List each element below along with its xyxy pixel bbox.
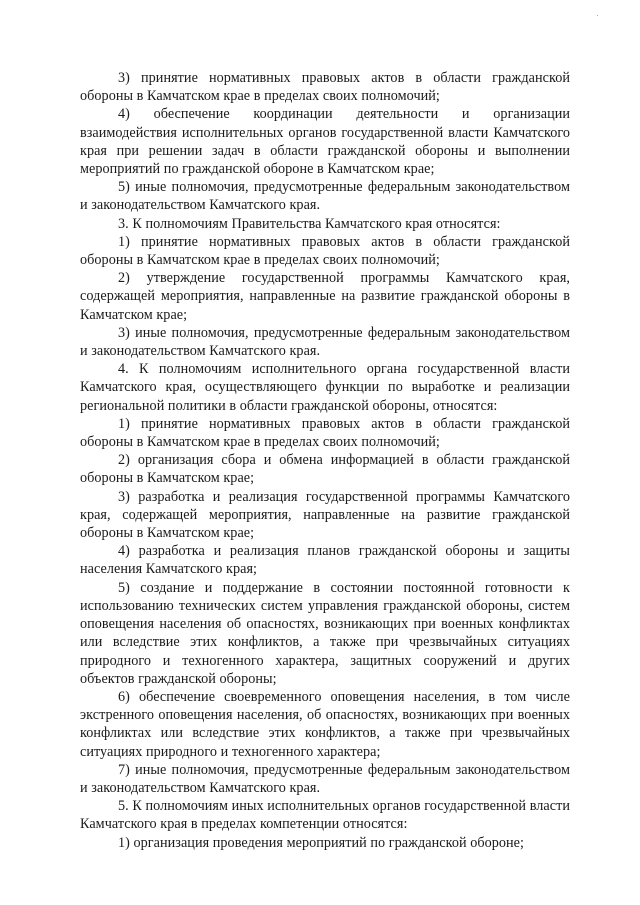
paragraph: 5) создание и поддержание в состоянии постоянной готовности к использованию технических систем управления гражданской обороны, систем оповещения населения об опасностях, возникающих при военных конфликтах или вследствие этих конфликтов, а также при чрезвычайных ситуациях природного и техногенного характера, защитных сооружений и других объектов гражданской обороны;	[80, 579, 570, 687]
paragraph: 5) иные полномочия, предусмотренные федеральным законодательством и законодательством Камчатского края.	[80, 179, 570, 214]
section-heading: 3. К полномочиям Правительства Камчатского края относятся:	[118, 215, 501, 232]
paragraph: 1) принятие нормативных правовых актов в области гражданской обороны в Камчатском крае в пределах своих полномочий;	[80, 415, 570, 451]
paragraph: 4) разработка и реализация планов гражданской обороны и защиты населения Камчатского края;	[80, 543, 570, 578]
paragraph: 1) принятие нормативных правовых актов в области гражданской обороны в Камчатском крае в пределах своих полномочий;	[80, 233, 570, 269]
paragraph: 2) утверждение государственной программы Камчатского края, содержащей мероприятия, направленные на развитие гражданской обороны в Камчатском крае;	[80, 270, 570, 323]
paragraph: 3) иные полномочия, предусмотренные федеральным законодательством и законодательством Камчатского края.	[80, 324, 570, 360]
paragraph: 7) иные полномочия, предусмотренные федеральным законодательством и законодательством Камчатского края.	[80, 761, 570, 796]
paragraph: 2) организация сбора и обмена информацией в области гражданской обороны в Камчатском крае;	[80, 452, 570, 487]
paragraph: 4) обеспечение координации деятельности и организации взаимодействия исполнительных органов государственной власти Камчатского края при решении задач в области гражданской обороны и выполнении мероприятий по гражданской обороне в Камчатском крае;	[80, 106, 570, 178]
section-heading: 5. К полномочиям иных исполнительных органов государственной власти Камчатского края в пределах компетенции относятся:	[80, 798, 570, 833]
paragraph: 6) обеспечение своевременного оповещения населения, в том числе экстренного оповещения населения, об опасностях, возникающих при военных конфликтах или вследствие этих конфликтов, а также при чрезвычайных ситуациях природного и техногенного характера;	[80, 688, 570, 760]
document-body	[80, 69, 570, 852]
paragraph: 3) принятие нормативных правовых актов в области гражданской обороны в Камчатском крае в пределах своих полномочий;	[80, 70, 570, 105]
section-heading: 4. К полномочиям исполнительного органа государственной власти Камчатского края, осуществляющего функции по выработке и реализации региональной политики в области гражданской обороны, относятся:	[80, 361, 570, 414]
paragraph: 1) организация проведения мероприятий по гражданской обороне;	[118, 834, 525, 851]
corner-mark: ·	[596, 10, 599, 20]
paragraph: 3) разработка и реализация государственной программы Камчатского края, содержащей мероприятия, направленные на развитие гражданской обороны в Камчатском крае;	[80, 488, 570, 542]
